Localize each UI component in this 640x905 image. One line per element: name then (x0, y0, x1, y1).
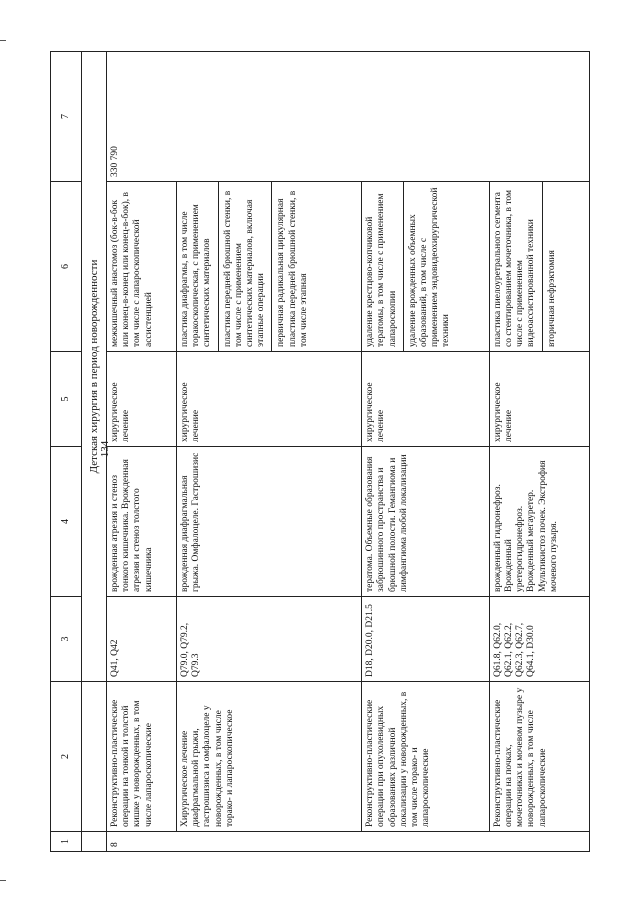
column-header: 7 (51, 52, 82, 182)
intervention-name: Реконструктивно-пластические операции на тонкой и толстой кишке у новорожденных, в том числе лапароскопические (107, 682, 177, 832)
method-cell (489, 182, 589, 352)
icd-codes: D18, D20.0, D21.5 (362, 597, 490, 682)
treatment-method: пластика пиелоуретрального сегмента со стентированием мочеточника, в том числе с применением видеоассистированной техники (492, 190, 537, 347)
margin-mark (0, 40, 6, 41)
table-row (107, 52, 177, 852)
rotated-page (50, 52, 590, 852)
icd-codes: Q41, Q42 (107, 597, 177, 682)
section-blank-cell (82, 832, 107, 852)
patient-model: врожденная диафрагмальная грыжа. Омфалоцеле. Гастрошизис (177, 447, 362, 597)
section-row (82, 52, 107, 852)
group-number: 8 (107, 832, 590, 852)
patient-model: врожденная атрезия и стеноз тонкого кишечника. Врожденная атрезия и стеноз толстого кишечника (107, 447, 177, 597)
patient-model: врожденный гидронефроз. Врожденный уретерогидронефроз. Врожденный мегауретер. Мультикистоз почек. Экстрофия мочевого пузыря. (489, 447, 589, 597)
column-header: 2 (51, 682, 82, 832)
margin-mark (0, 880, 6, 881)
treatment-method: удаление врожденных объемных образований, в том числе с применением эндовидеохирургической техники (403, 182, 453, 351)
treatment-type: хирургическое лечение (107, 352, 177, 447)
method-cell (107, 182, 177, 352)
column-number-row (51, 52, 82, 852)
treatment-table (50, 51, 590, 852)
section-title: Детская хирургия в период новорожденности (82, 52, 107, 682)
intervention-name: Реконструктивно-пластические операции при опухолевидных образованиях различной локализации у новорожденных, в том числе торако- и лапароскопические (362, 682, 490, 832)
column-header: 3 (51, 597, 82, 682)
treatment-method: первичная радикальная циркулярная пластика передней брюшной стенки, в том числе этапная (271, 182, 310, 351)
column-header: 4 (51, 447, 82, 597)
section-blank-cell (82, 682, 107, 832)
method-cell (362, 182, 490, 352)
treatment-type: хирургическое лечение (362, 352, 490, 447)
treatment-type: хирургическое лечение (489, 352, 589, 447)
treatment-method: вторичная нефрэктомия (542, 182, 558, 351)
column-header: 5 (51, 352, 82, 447)
treatment-method: пластика передней брюшной стенки, в том числе с применением синтетических материалов, включая этапные операции (218, 182, 268, 351)
page-number: 134 (99, 440, 111, 458)
price: 330 790 (107, 52, 590, 182)
icd-codes: Q61.8, Q62.0, Q62.1, Q62.2, Q62.3, Q62.7, Q64.1, D30.0 (489, 597, 589, 682)
intervention-name: Хирургическое лечение диафрагмальной грыжи, гастрошизиса и омфалоцеле у новорожденных, в том числе торако- и лапароскопическое (177, 682, 362, 832)
treatment-type: хирургическое лечение (177, 352, 362, 447)
treatment-method: удаление крестцово-копчиковой тератомы, в том числе с применением лапароскопии (365, 193, 398, 347)
method-cell (177, 182, 362, 352)
icd-codes: Q79.0, Q79.2, Q79.3 (177, 597, 362, 682)
treatment-method: межкишечный анастомоз (бок-в-бок или конец-в-конец или конец-в-бок), в том числе с лапароскопической ассистенцией (110, 192, 154, 347)
intervention-name: Реконструктивно-пластические операции на почках, мочеточниках и мочевом пузыре у новорожденных, в том числе лапароскопические (489, 682, 589, 832)
column-header: 6 (51, 182, 82, 352)
treatment-method: пластика диафрагмы, в том числе торакоскопическая, с применением синтетических материалов (180, 204, 213, 347)
column-header: 1 (51, 832, 82, 852)
patient-model: тератома. Объемные образования забрюшинного пространства и брюшной полости. Гемангиома и лимфангиома любой локализации (362, 447, 490, 597)
